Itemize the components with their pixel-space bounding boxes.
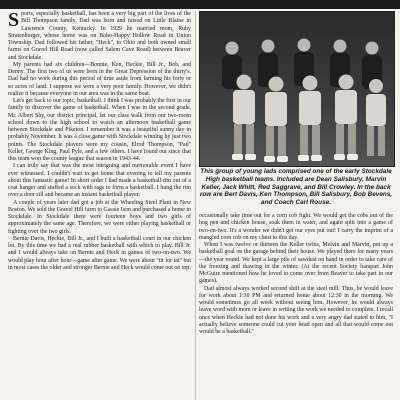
masthead-banner	[0, 0, 400, 9]
article-paragraph: Bernie Davis, Heckie, Bill Jr., and I built a basketball court in our chicken lot. By this time we had a real rubber basketball with which to play. Bill Jr. and I would always take on Bernie and Heck in games of two-on-two. We would play hour after hour—game after game. We were about "tit for tat" but in most cases the older and stronger Bernie and Heck would come out on top.	[8, 235, 191, 271]
article-paragraph: My parents had six children—Bonnie, Ken, Heckie, Bill Jr., Bob, and Denny. The first two of us were born in the Great Depression of the thirty's. Dad had no work during this period of time aside from farming his forty or so acres of land. I suppose we were a very poor family. However, we didn't realize it because everyone in our area was in the same boat.	[8, 61, 191, 97]
article-right-column	[199, 213, 393, 336]
article-paragraph: Dad almost always worked second shift at the steel mill. Thus, he would leave for work about 1:30 PM and returned home about 12:30 in the morning. We would sometimes go all week without seeing him. However, he would always leave word with mom or leave in writing the work we needed to complete. I recall once when Heckie had not done his work and a very angry dad stated to him, "I actually believe someone could cut your head open and all that would come out would be a basketball."	[199, 285, 393, 335]
column-divider	[195, 11, 196, 400]
article-paragraph: occasionally take time out for a corn cob fight. We would get the cobs out of the hog pen and chicken house, soak them in water, and again split into a game of two-on-two. It's a wonder we didn't get our eyes put out! I carry the imprint of a mangled corn cob on my chest to this day.	[199, 213, 393, 241]
team-photo-image	[200, 12, 394, 166]
article-paragraph-text: ports, especially basketball, has been a very big part of the lives of the Bill Thompson family. Dad was born and raised on Little Blaine in Lawrence County, Kentucky. In 1929 he married mom, Ruby Stratenburger, whose home was on Boho-Happy Hollow Road in Union Township. Dad followed his father, "Heck", to Ohio and both owned small farms on Gravel Hill Road (now called Salem Cave Road) between Beaver and Stockdale.	[8, 11, 191, 61]
article-paragraph: When I was twelve or thirteen the Keller twins, Melvin and Marvin, put up a basketball goal on the garage behind their house. We played there for many years—the year round. We kept a large pile of sawdust on hand in order to take care of the freezing and thawing in the winter. (At the recent Society banquet John McGuire mentioned how he loved to come over from Beaver to take part in our games).	[199, 242, 393, 285]
drop-cap: S	[8, 9, 20, 31]
article-paragraph	[8, 11, 191, 62]
article-paragraph: Let's get back to our topic, basketball. I think I was probably the first in our family to discover the game of basketball. When I was in the second grade, Mr. Albert Shy, our district principal, let our class walk from our two-room school down to the high school to watch an afternoon basketball game between Stockdale and Piketon. I remember it was a beautiful sunny day in probably November. It was a close game with Stockdale winning by just two points. The Stockdale players were my cousin, Elrod Thompson, "Pad" Keller, George King, Paul Pyle, and a few others. I have found out since that this team won the county league that season in 1943-44.	[8, 98, 191, 162]
photo-caption: This group of young lads comprised one of the early Stockdale High basketball teams. Included are Dean Salisbury, Marvin Keller, Jack Whitt, Red Saggrave, and Bill Crowley. In the back row are Bert Davis, Ken Thompson, Bill Salisbury, Bob Bevens, and Coach Carl Rouse.	[199, 168, 393, 207]
article-left-column	[8, 11, 191, 272]
team-photo	[199, 11, 395, 167]
article-paragraph: A couple of years later dad got a job at the Wheeling Steel Plant in New Boston. We sold the Gravel Hill farm to Gassie Ison and purchased a home in Stockdale. In Stockdale there were fourteen boys and two girls of approximately the same age. Therefore, we were either playing basketball or fighting over the two girls.	[8, 199, 191, 235]
article-paragraph: I can truly say that was the most intriguing and memorable event I have ever witnessed. I couldn't wait to get home that evening to tell my parents about this fantastic game! In short order I had made a basketball rim out of a coat hanger and stuffed a sock with rags to form a basketball. I hung the rim over a door sill and became an instant basketball player.	[8, 163, 191, 199]
